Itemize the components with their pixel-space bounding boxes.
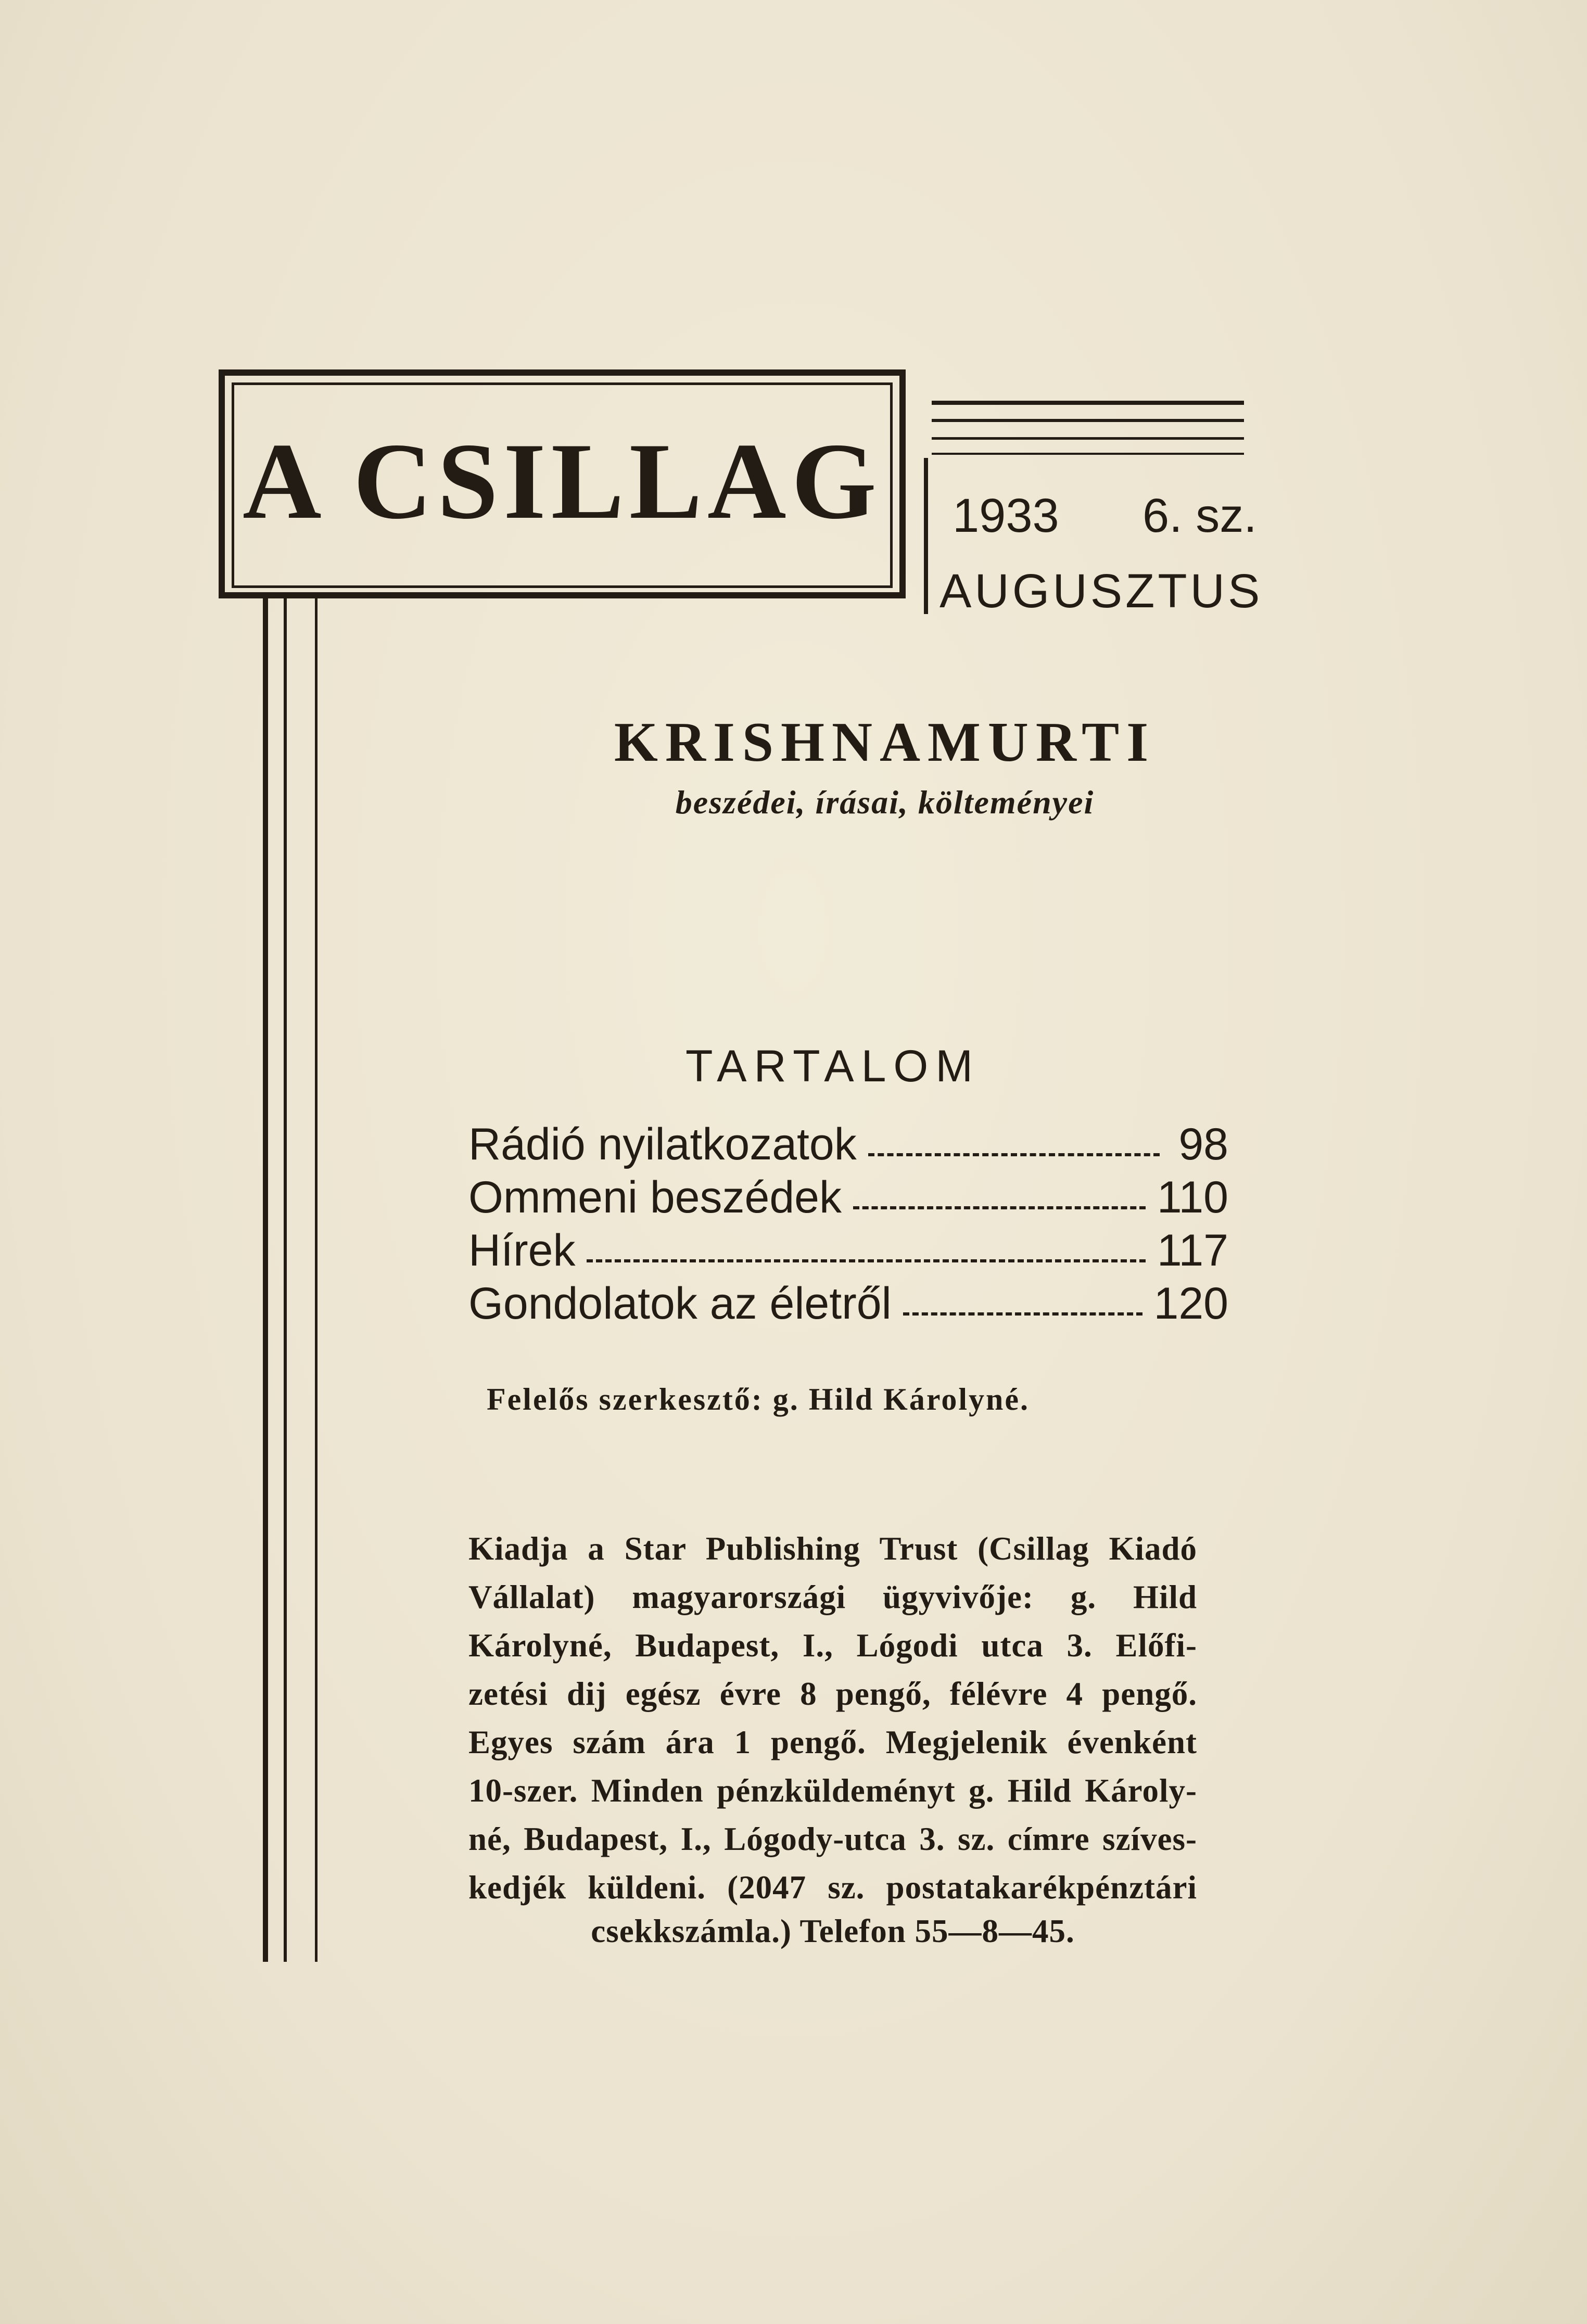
contents-item-page: 120 — [1153, 1279, 1228, 1329]
leader-dots — [868, 1153, 1160, 1156]
imprint-last-line: csekkszámla.) Telefon 55—8—45. — [591, 1913, 1075, 1949]
header-rule-2 — [932, 419, 1244, 422]
header-rule-1 — [932, 401, 1244, 405]
imprint-line: Egyes szám ára 1 pengő. Megjelenik évenként — [468, 1724, 1197, 1760]
imprint-line: kedjék küldeni. (2047 sz. postatakarékpénztári — [468, 1869, 1197, 1906]
issue-year: 1933 — [953, 489, 1059, 542]
imprint-line: Vállalat) magyarországi ügyvivője: g. Hild — [468, 1579, 1197, 1615]
leader-dots — [903, 1312, 1142, 1316]
imprint-line: Károlyné, Budapest, I., Lógodi utca 3. Előfi- — [468, 1627, 1197, 1664]
issue-number: 6. sz. — [1142, 489, 1257, 542]
header-divider — [924, 458, 928, 614]
imprint-paragraph — [468, 1525, 1197, 1912]
imprint-line: né, Budapest, I., Lógody-utca 3. sz. címre szíves- — [468, 1821, 1197, 1857]
contents-item — [468, 1278, 1228, 1331]
masthead-title: A CSILLAG — [243, 421, 882, 542]
contents-item — [468, 1119, 1228, 1172]
contents-item-page: 98 — [1178, 1119, 1228, 1169]
contents-item-page: 110 — [1157, 1172, 1228, 1222]
imprint-line: Kiadja a Star Publishing Trust (Csillag Kiadó — [468, 1530, 1197, 1567]
leader-dots — [587, 1259, 1145, 1262]
contents-title: TARTALOM — [685, 1041, 980, 1091]
contents-list — [468, 1119, 1228, 1331]
author-heading: KRISHNAMURTI — [614, 711, 1156, 773]
left-rule-2 — [284, 598, 287, 1962]
editor-line: Felelős szerkesztő: g. Hild Károlyné. — [487, 1382, 1030, 1416]
contents-item-label: Gondolatok az életről — [468, 1279, 892, 1329]
contents-item — [468, 1172, 1228, 1225]
header-rule-4 — [932, 453, 1244, 455]
author-subtitle: beszédei, írásai, költeményei — [675, 784, 1095, 821]
imprint-line: 10-szer. Minden pénzküldeményt g. Hild Károly- — [468, 1772, 1197, 1809]
contents-item-label: Hírek — [468, 1225, 576, 1275]
left-rule-1 — [263, 598, 268, 1962]
contents-item-page: 117 — [1157, 1225, 1228, 1275]
issue-month: AUGUSZTUS — [939, 565, 1263, 618]
contents-item-label: Rádió nyilatkozatok — [468, 1119, 857, 1169]
imprint-line: zetési dij egész évre 8 pengő, félévre 4 pengő. — [468, 1676, 1197, 1712]
contents-item — [468, 1225, 1228, 1278]
contents-item-label: Ommeni beszédek — [468, 1172, 842, 1222]
header-rule-3 — [932, 437, 1244, 440]
leader-dots — [853, 1206, 1146, 1209]
